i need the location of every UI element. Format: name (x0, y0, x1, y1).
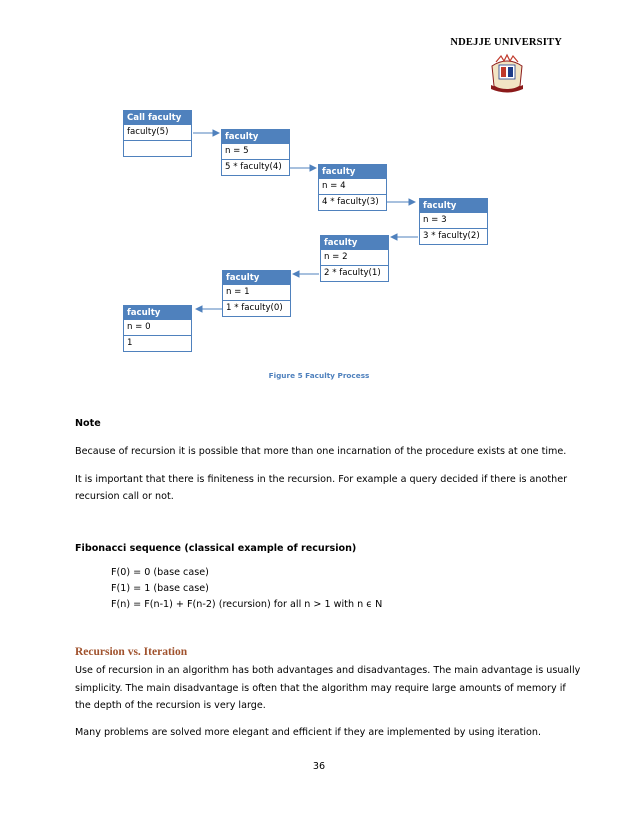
faculty-box-title: faculty (123, 305, 192, 320)
fibonacci-line: F(n) = F(n-1) + F(n-2) (recursion) for all n > 1 with n ϵ N (111, 599, 383, 610)
faculty-box-title: faculty (221, 129, 290, 144)
page-header-title: NDEJJE UNIVERSITY (450, 37, 562, 48)
recursion-paragraph-line: Use of recursion in an algorithm has both advantages and disadvantages. The main advantage is usually (75, 665, 581, 676)
recursion-paragraph-line: the depth of the recursion is very large. (75, 700, 266, 711)
faculty-box-n2 (320, 235, 389, 282)
faculty-box-row: 1 * faculty(0) (222, 301, 291, 317)
section-heading-recursion-vs-iteration: Recursion vs. Iteration (75, 646, 188, 658)
recursion-paragraph-line: simplicity. The main disadvantage is often that the algorithm may require large amounts of memory if (75, 683, 566, 694)
fibonacci-line: F(0) = 0 (base case) (111, 567, 209, 578)
note-paragraph-2-line-1: It is important that there is finiteness in the recursion. For example a query decided if there is another (75, 474, 568, 485)
faculty-box-row: 2 * faculty(1) (320, 266, 389, 282)
faculty-box-n1 (222, 270, 291, 317)
faculty-box-row: n = 4 (318, 179, 387, 195)
note-paragraph-2-line-2: recursion call or not. (75, 491, 174, 502)
call-box-title: Call faculty (123, 110, 192, 125)
note-heading: Note (75, 418, 101, 429)
faculty-box-n4 (318, 164, 387, 211)
faculty-box-title: faculty (318, 164, 387, 179)
call-box-row (123, 141, 192, 157)
faculty-box-title: faculty (320, 235, 389, 250)
faculty-box-row: 5 * faculty(4) (221, 160, 290, 176)
faculty-box-title: faculty (419, 198, 488, 213)
faculty-box-row: 3 * faculty(2) (419, 229, 488, 245)
faculty-box-row: n = 1 (222, 285, 291, 301)
fibonacci-line: F(1) = 1 (base case) (111, 583, 209, 594)
faculty-box-n5 (221, 129, 290, 176)
note-paragraph-1: Because of recursion it is possible that more than one incarnation of the procedure exists at one time. (75, 446, 567, 457)
call-faculty-box (123, 110, 192, 157)
faculty-box-row: n = 5 (221, 144, 290, 160)
faculty-box-row: n = 2 (320, 250, 389, 266)
faculty-box-title: faculty (222, 270, 291, 285)
faculty-box-row: 4 * faculty(3) (318, 195, 387, 211)
faculty-box-row: n = 0 (123, 320, 192, 336)
page-number: 36 (312, 761, 326, 772)
faculty-box-n3 (419, 198, 488, 245)
faculty-box-row: 1 (123, 336, 192, 352)
iteration-paragraph: Many problems are solved more elegant and efficient if they are implemented by using iteration. (75, 727, 542, 738)
faculty-box-row: n = 3 (419, 213, 488, 229)
figure-caption: Figure 5 Faculty Process (268, 371, 370, 380)
fibonacci-heading: Fibonacci sequence (classical example of recursion) (75, 543, 357, 554)
faculty-box-n0 (123, 305, 192, 352)
call-box-row: faculty(5) (123, 125, 192, 141)
